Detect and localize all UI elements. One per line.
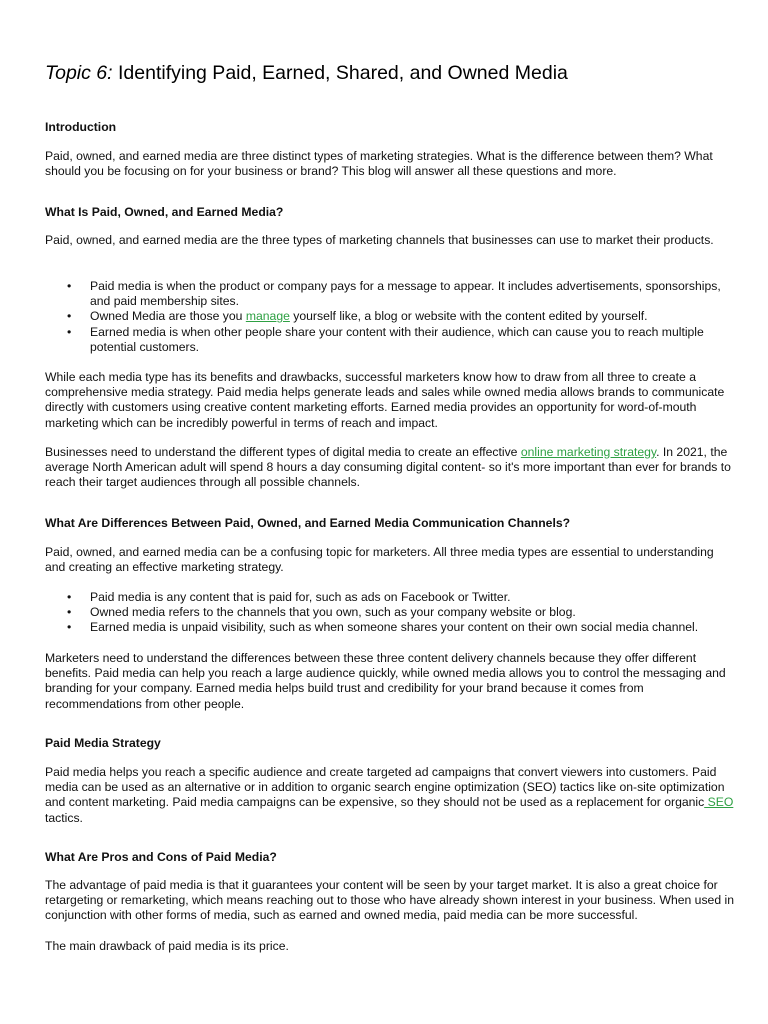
paragraph-text-pre: Paid media helps you reach a specific audience and create targeted ad campaigns that convert viewers into customers. Paid media can be used as an alternative or in addition to organic search engine optimization (SEO) tactics like on-site optimization and content marketing. Paid media campaigns can be expensive, so they should not be used as a replacement for organic — [45, 765, 725, 810]
list-item — [45, 309, 735, 324]
page-title — [45, 62, 568, 85]
paragraph-text-post: . In 2021, the average North American adult will spend 8 hours a day consuming digital content- so it's more important than ever for brands to reach their target audiences through all possible channels. — [45, 445, 731, 490]
heading-pros-cons: What Are Pros and Cons of Paid Media? — [45, 850, 277, 864]
title-text: Identifying Paid, Earned, Shared, and Owned Media — [112, 62, 568, 84]
bullet-icon: • — [67, 590, 72, 604]
list-item — [45, 590, 735, 605]
list-item-text: Earned media is unpaid visibility, such as when someone shares your content on their own social media channel. — [90, 620, 699, 635]
list-item-text-pre: Owned Media are those you — [90, 309, 246, 324]
topic-label: Topic 6: — [45, 62, 113, 84]
intro-paragraph: Paid, owned, and earned media are three distinct types of marketing strategies. What is the difference between them? What should you be focusing on for your business or brand? This blog will answer all these questions and more. — [45, 149, 713, 179]
list-item — [45, 605, 735, 620]
bullet-icon: • — [67, 279, 72, 293]
manage-link[interactable]: manage — [245, 309, 290, 324]
media-types-list — [45, 279, 735, 355]
paragraph-text-pre: Businesses need to understand the different types of digital media to create an effective — [45, 445, 521, 459]
list-item-text: Owned media refers to the channels that you own, such as your company website or blog. — [90, 605, 576, 620]
bullet-icon: • — [67, 620, 72, 635]
heading-paid-media-strategy: Paid Media Strategy — [45, 736, 161, 750]
bullet-icon: • — [67, 309, 72, 324]
seo-link[interactable]: SEO — [704, 795, 734, 810]
pros-cons-paragraph-1: The advantage of paid media is that it guarantees your content will be seen by your target market. It is also a great choice for retargeting or remarketing, which means reaching out to those who have already shown interest in your business. When used in conjunction with other forms of media, such as earned and owned media, paid media can be more successful. — [45, 878, 734, 923]
what-is-paragraph-1: Paid, owned, and earned media are the three types of marketing channels that businesses can use to market their products. — [45, 233, 714, 247]
heading-introduction: Introduction — [45, 120, 117, 134]
list-item — [45, 325, 735, 355]
differences-paragraph-1: Paid, owned, and earned media can be a confusing topic for marketers. All three media types are essential to understanding and creating an effective marketing strategy. — [45, 545, 714, 575]
what-is-paragraph-2: While each media type has its benefits and drawbacks, successful marketers know how to draw from all three to create a comprehensive media strategy. Paid media helps generate leads and sales while owned media allows brands to communicate directly with customers using creative content marketing efforts. Earned media provides an opportunity for word-of-mouth marketing which can be incredibly powerful in terms of reach and impact. — [45, 370, 725, 430]
paid-strategy-paragraph — [45, 765, 735, 826]
bullet-icon: • — [67, 605, 72, 620]
pros-cons-paragraph-2: The main drawback of paid media is its price. — [45, 939, 289, 953]
list-item-text: Earned media is when other people share your content with their audience, which can cause you to reach multiple potential customers. — [90, 324, 704, 354]
list-item-text-post: yourself like, a blog or website with the content edited by yourself. — [289, 309, 648, 324]
online-marketing-strategy-link[interactable]: online marketing strategy — [520, 445, 657, 459]
list-item — [45, 279, 735, 309]
list-item-text: Paid media is when the product or company pays for a message to appear. It includes advertisements, sponsorships, and paid membership sites. — [90, 279, 721, 309]
bullet-icon: • — [67, 324, 72, 339]
differences-paragraph-2: Marketers need to understand the differences between these three content delivery channels because they offer different benefits. Paid media can help you reach a large audience quickly, while owned media allows you to control the messaging and branding for your company. Earned media helps build trust and credibility for your brand because it comes from recommendations from other people. — [45, 651, 726, 711]
heading-differences: What Are Differences Between Paid, Owned, and Earned Media Communication Channels? — [45, 516, 571, 530]
heading-what-is-media: What Is Paid, Owned, and Earned Media? — [45, 205, 284, 219]
what-is-paragraph-3 — [45, 445, 735, 491]
differences-list — [45, 590, 735, 636]
paragraph-text-post: tactics. — [45, 810, 83, 825]
list-item-text: Paid media is any content that is paid for, such as ads on Facebook or Twitter. — [90, 590, 511, 604]
list-item — [45, 620, 735, 635]
